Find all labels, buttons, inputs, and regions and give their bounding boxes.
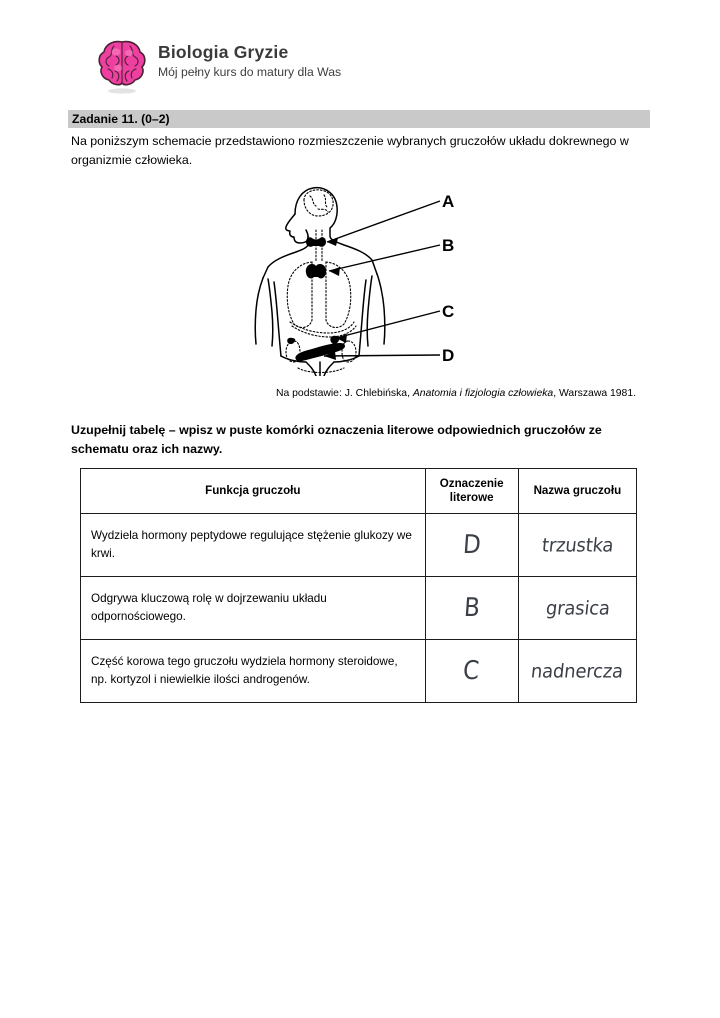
row-function-text: Odgrywa kluczową rolę w dojrzewaniu układu odpornościowego. (81, 577, 426, 640)
row-name-answer[interactable] (518, 640, 636, 703)
handwritten-letter: C (462, 656, 481, 686)
column-header-name: Nazwa gruczołu (518, 469, 636, 514)
row-function-text: Część korowa tego gruczołu wydziela hormony steroidowe, np. kortyzol i niewielkie ilości androgenów. (81, 640, 426, 703)
brand-subtitle: Mój pełny kurs do matury dla Was (158, 65, 342, 80)
handwritten-name: nadnercza (530, 659, 625, 683)
task-intro-text: Na poniższym schemacie przedstawiono rozmieszczenie wybranych gruczołów układu dokrewnego w organizmie człowieka. (71, 134, 629, 168)
column-header-letter: Oznaczenie literowe (425, 469, 518, 514)
table-row (81, 640, 637, 703)
handwritten-name: trzustka (540, 533, 615, 557)
table-row (81, 514, 637, 577)
caption-suffix: , Warszawa 1981. (553, 388, 636, 399)
task-number-label: Zadanie 11. (0–2) (72, 111, 170, 126)
figure-label-a: A (442, 192, 455, 211)
row-function-text: Wydziela hormony peptydowe regulujące stężenie glukozy we krwi. (81, 514, 426, 577)
table-header-row (81, 469, 637, 514)
answer-table (80, 468, 637, 703)
column-header-function: Funkcja gruczołu (81, 469, 426, 514)
brain-icon (96, 38, 148, 96)
task-header-band (68, 110, 650, 128)
row-letter-answer[interactable] (425, 514, 518, 577)
handwritten-letter: B (462, 593, 481, 623)
figure-label-d: D (442, 346, 455, 365)
handwritten-letter: D (461, 530, 482, 560)
caption-prefix: Na podstawie: J. Chlebińska, (275, 388, 413, 399)
figure-source-caption (246, 387, 666, 401)
anatomy-diagram (232, 178, 482, 376)
table-row (81, 577, 637, 640)
row-letter-answer[interactable] (425, 577, 518, 640)
row-name-answer[interactable] (518, 514, 636, 577)
figure-label-c: C (442, 302, 455, 321)
row-letter-answer[interactable] (425, 640, 518, 703)
figure-label-b: B (442, 236, 455, 255)
handwritten-name: grasica (544, 596, 611, 620)
caption-book-title: Anatomia i fizjologia człowieka (412, 388, 554, 399)
row-name-answer[interactable] (518, 577, 636, 640)
task-instruction: Uzupełnij tabelę – wpisz w puste komórki oznaczenia literowe odpowiednich gruczołów ze schematu oraz ich nazwy. (71, 423, 602, 457)
brand-header (96, 38, 341, 96)
brand-title: Biologia Gryzie (158, 42, 289, 62)
